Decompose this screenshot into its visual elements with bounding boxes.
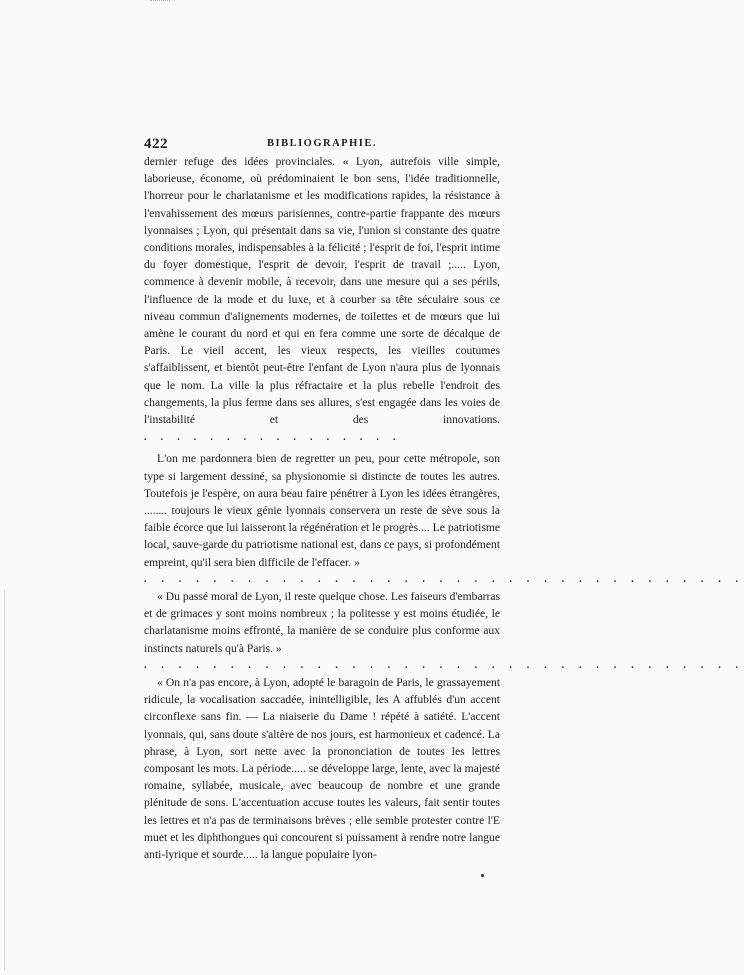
paragraph-4: « On n'a pas encore, à Lyon, adopté le baragoin de Paris, le grassayement ridicule, la vocalisation saccadée, inintelligible, les A affublés d'un accent circonflexe sans fin. — La niaiserie du Dame ! répété à satiété. L'accent lyonnais, qui, sans doute s'altère de nos jours, est harmonieux et cadencé. La phrase, à Lyon, sort nette avec la prononciation de toutes les lettres composant les mots. La période..... se développe large, lente, avec la majesté romaine, syllabée, musicale, avec beaucoup de nombre et une grande plénitude de sons. L'accentuation accuse toutes les valeurs, fait sentir toutes les lettres et n'a pas de terminaisons brèves ; elle semble protester contre l'E muet et les diphthongues qui concourent si puissament à rendre notre langue anti-lyrique et sourde..... la langue populaire lyon- [144,676,500,862]
dot-separator-2: . . . . . . . . . . . . . . . . . . . . . . . . . . . . . . . . . . . [144,659,744,671]
ellipsis-dots: . . . . . . . . . . . . . . . . [144,432,402,444]
page-number: 422 [144,136,168,152]
running-title: BIBLIOGRAPHIE. [267,138,377,149]
paragraph-2: L'on me pardonnera bien de regretter un peu, pour cette métropole, son type si largement dessiné, sa physionomie si distincte de toutes les autres. Toutefois je l'espère, on aura beau faire pénétrer à Lyon les idées étrangères, ........ toujours le vieux génie lyonnais conservera un reste de sève sous la faible écorce que lui laisseront la régénération et le progrès.... Le patriotisme local, sauve-garde du patriotisme national est, dans ce pays, si profondément empreint, qu'il sera bien difficile de l'effacer. » [144,452,500,569]
body-text [144,153,744,863]
dot-separator-1: . . . . . . . . . . . . . . . . . . . . . . . . . . . . . . . . . . . [144,573,744,585]
paragraph-1 [144,153,500,446]
paragraph-1-text: dernier refuge des idées provinciales. « Lyon, autrefois ville simple, laborieuse, économe, où prédominaient le bon sens, l'idée traditionnelle, l'horreur pour le charlatanisme et les modifications rapides, la résistance à l'envahissement des mœurs parisiennes, contre-partie frappante des mœurs lyonnaises ; Lyon, qui présentait dans sa vie, l'union si constante des quatre conditions morales, indispensables à la félicité ; l'esprit de foi, l'esprit intime du foyer domestique, l'esprit de devoir, l'esprit de travail ;..... Lyon, commence à devenir mobile, à recevoir, dans une mesure qui a ses périls, l'influence de la mode et du luxe, et à courber sa tête séculaire sous ce niveau commun d'alignements modernes, de toilettes et de mœurs que lui amène le courant du nord et qui en fera comme une sorte de décalque de Paris. Le vieil accent, les vieux respects, les vieilles coutumes s'affaiblissent, et bientôt peut-être l'enfant de Lyon n'aura plus de lyonnais que le nom. La ville la plus réfractaire et la plus rebelle l'endroit des changements, la plus ferme dans ses allures, s'est engagée dans les voies de l'instabilité et des innovations. [144,155,500,427]
scan-edge-line [4,590,5,970]
page-header [144,136,500,152]
scan-mark [150,0,170,3]
paragraph-3: « Du passé moral de Lyon, il reste quelque chose. Les faiseurs d'embarras et de grimaces y sont moins nombreux ; la politesse y est moins étudiée, le charlatanisme moins effronté, la manière de se conduire plus conforme aux instincts naturels qu'à Paris. » [144,590,500,655]
ink-speck [481,874,484,877]
